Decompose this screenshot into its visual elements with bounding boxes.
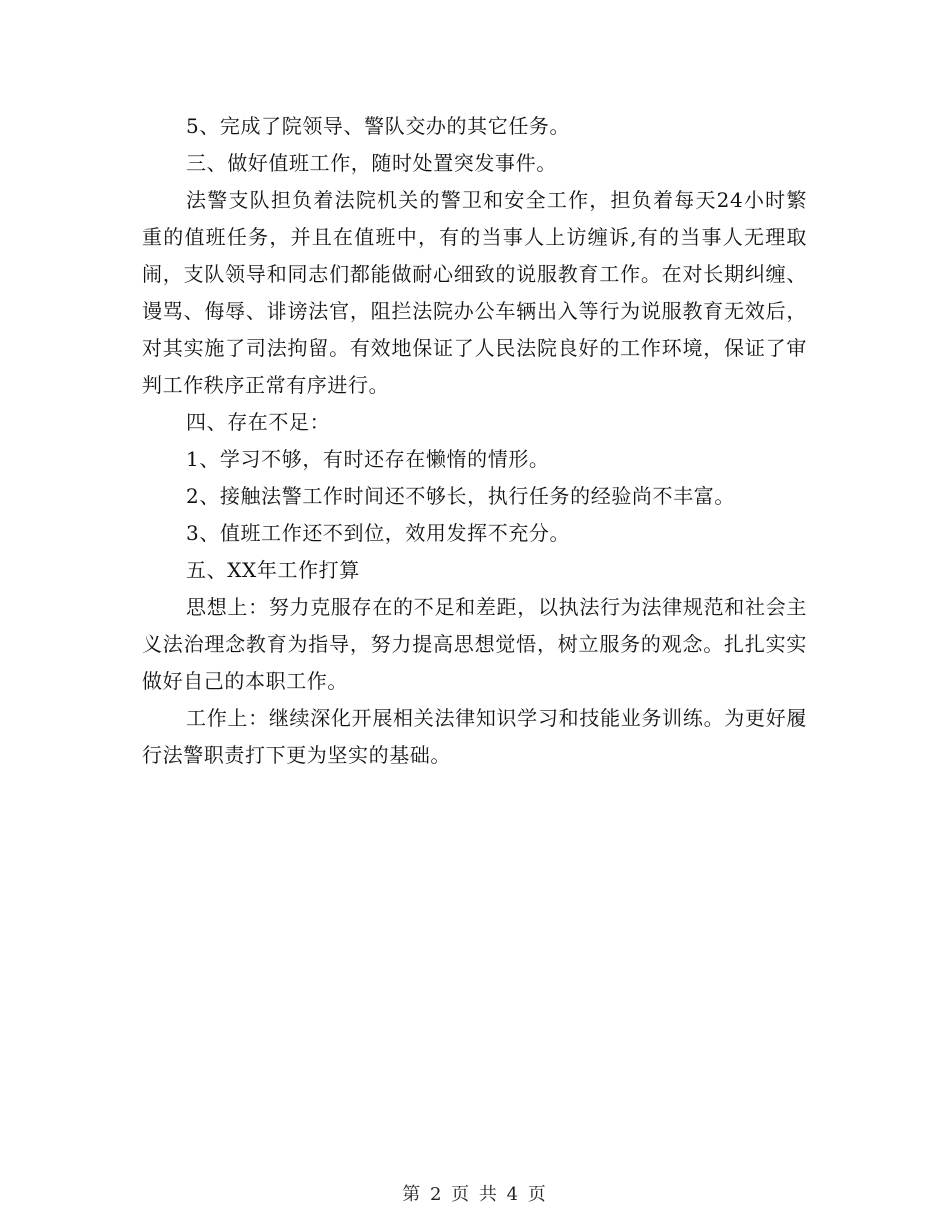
plan-work: 工作上：继续深化开展相关法律知识学习和技能业务训练。为更好履行法警职责打下更为坚实的基础。 [142, 706, 807, 767]
plan-ideology: 思想上：努力克服存在的不足和差距，以执法行为法律规范和社会主义法治理念教育为指导，努力提高思想觉悟，树立服务的观念。扎扎实实做好自己的本职工作。 [142, 595, 807, 693]
paragraph-duty-work: 法警支队担负着法院机关的警卫和安全工作，担负着每天24小时繁重的值班任务，并且在值班中，有的当事人上访缠诉,有的当事人无理取闹，支队领导和同志们都能做耐心细致的说服教育工作。在对长期纠缠、谩骂、侮辱、诽谤法官，阻拦法院办公车辆出入等行为说服教育无效后，对其实施了司法拘留。有效地保证了人民法院良好的工作环境，保证了审判工作秩序正常有序进行。 [142, 188, 807, 397]
section-heading-4: 四、存在不足： [186, 410, 331, 434]
section-heading-5: 五、XX年工作打算 [186, 558, 360, 582]
page-number-footer: 第 2 页 共 4 页 [402, 1184, 548, 1205]
shortcoming-item-3: 3、值班工作还不到位，效用发挥不充分。 [186, 521, 571, 545]
document-body [142, 108, 807, 774]
shortcoming-item-1: 1、学习不够，有时还存在懒惰的情形。 [186, 447, 550, 471]
section-heading-3: 三、做好值班工作，随时处置突发事件。 [186, 151, 557, 175]
paragraph-item-5: 5、完成了院领导、警队交办的其它任务。 [186, 114, 571, 138]
shortcoming-item-2: 2、接触法警工作时间还不够长，执行任务的经验尚不丰富。 [186, 484, 735, 508]
